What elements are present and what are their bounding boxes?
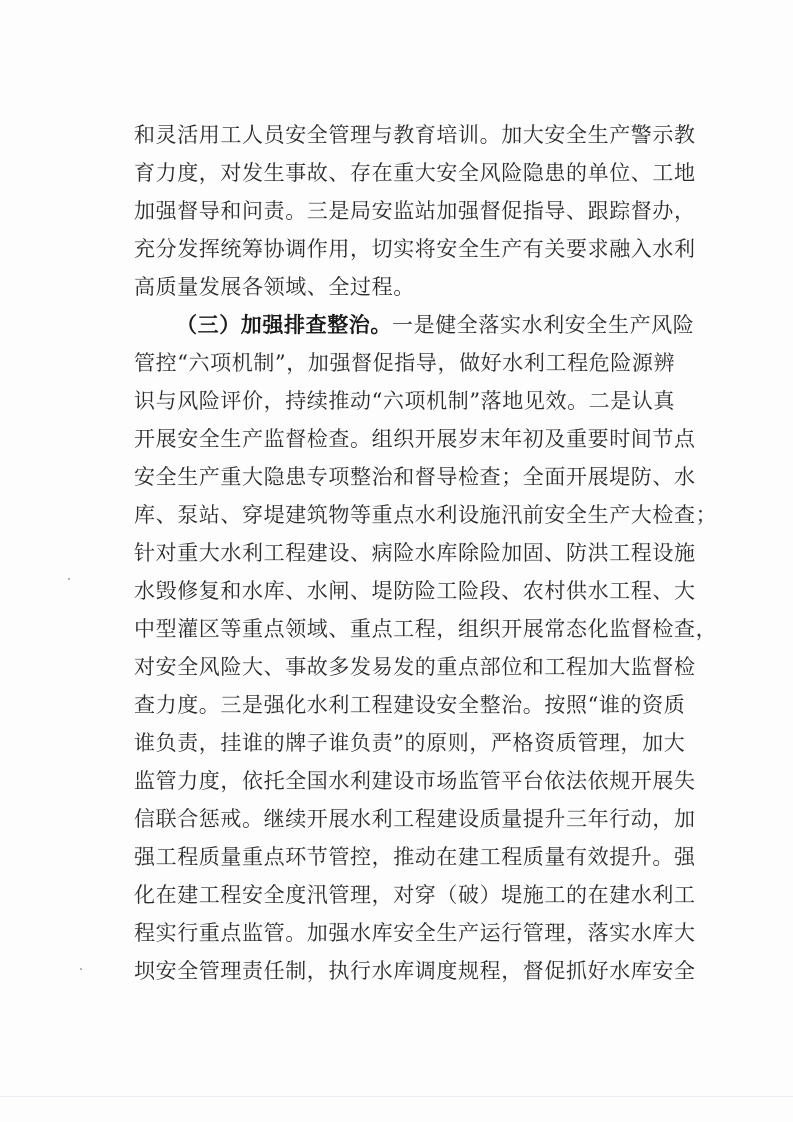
scan-speck [80,968,82,970]
paragraph-line: 监管力度，依托全国水利建设市场监管平台依法依规开展失 [134,769,696,793]
heading-line-text: 一是健全落实水利安全生产风险 [392,313,695,337]
paragraph-line: 针对重大水利工程建设、病险水库除险加固、防洪工程设施 [134,541,696,565]
paragraph-line: 加强督导和问责。三是局安监站加强督促指导、跟踪督办， [134,199,696,223]
paragraph-line: 管控“六项机制”，加强督促指导，做好水利工程危险源辨 [134,351,676,375]
section-heading-line [176,307,695,343]
paragraph-line: 安全生产重大隐患专项整治和督导检查；全面开展堤防、水 [134,465,696,489]
paragraph-line: 信联合惩戒。继续开展水利工程建设质量提升三年行动，加 [134,807,696,831]
paragraph-line: 程实行重点监管。加强水库安全生产运行管理，落实水库大 [134,921,696,945]
paragraph-line: 水毁修复和水库、水闸、堤防险工险段、农村供水工程、大 [134,579,696,603]
paragraph-line: 谁负责，挂谁的牌子谁负责”的原则，严格资质管理，加大 [134,731,686,755]
paragraph-line: 坝安全管理责任制，执行水库调度规程，督促抓好水库安全 [134,959,696,983]
paragraph-line: 充分发挥统筹协调作用，切实将安全生产有关要求融入水利 [134,237,696,261]
paragraph-line: 强工程质量重点环节管控，推动在建工程质量有效提升。强 [134,845,696,869]
paragraph-line: 高质量发展各领域、全过程。 [134,275,415,299]
paragraph-line: 化在建工程安全度汛管理，对穿（破）堤施工的在建水利工 [134,883,696,907]
section-heading: （三）加强排查整治。 [176,312,392,337]
paragraph-line: 识与风险评价，持续推动“六项机制”落地见效。二是认真 [134,389,676,413]
paragraph-line: 开展安全生产监督检查。组织开展岁末年初及重要时间节点 [134,427,696,451]
scan-edge [0,1096,793,1097]
paragraph-line: 库、泵站、穿堤建筑物等重点水利设施汛前安全生产大检查； [134,503,718,527]
paragraph-line: 查力度。三是强化水利工程建设安全整治。按照“谁的资质 [134,693,686,717]
scan-speck [68,578,70,580]
paragraph-line: 和灵活用工人员安全管理与教育培训。加大安全生产警示教 [134,123,696,147]
paragraph-line: 对安全风险大、事故多发易发的重点部位和工程加大监督检 [134,655,696,679]
paragraph-line: 育力度，对发生事故、存在重大安全风险隐患的单位、工地 [134,161,696,185]
paragraph-line: 中型灌区等重点领域、重点工程，组织开展常态化监督检查， [134,617,718,641]
